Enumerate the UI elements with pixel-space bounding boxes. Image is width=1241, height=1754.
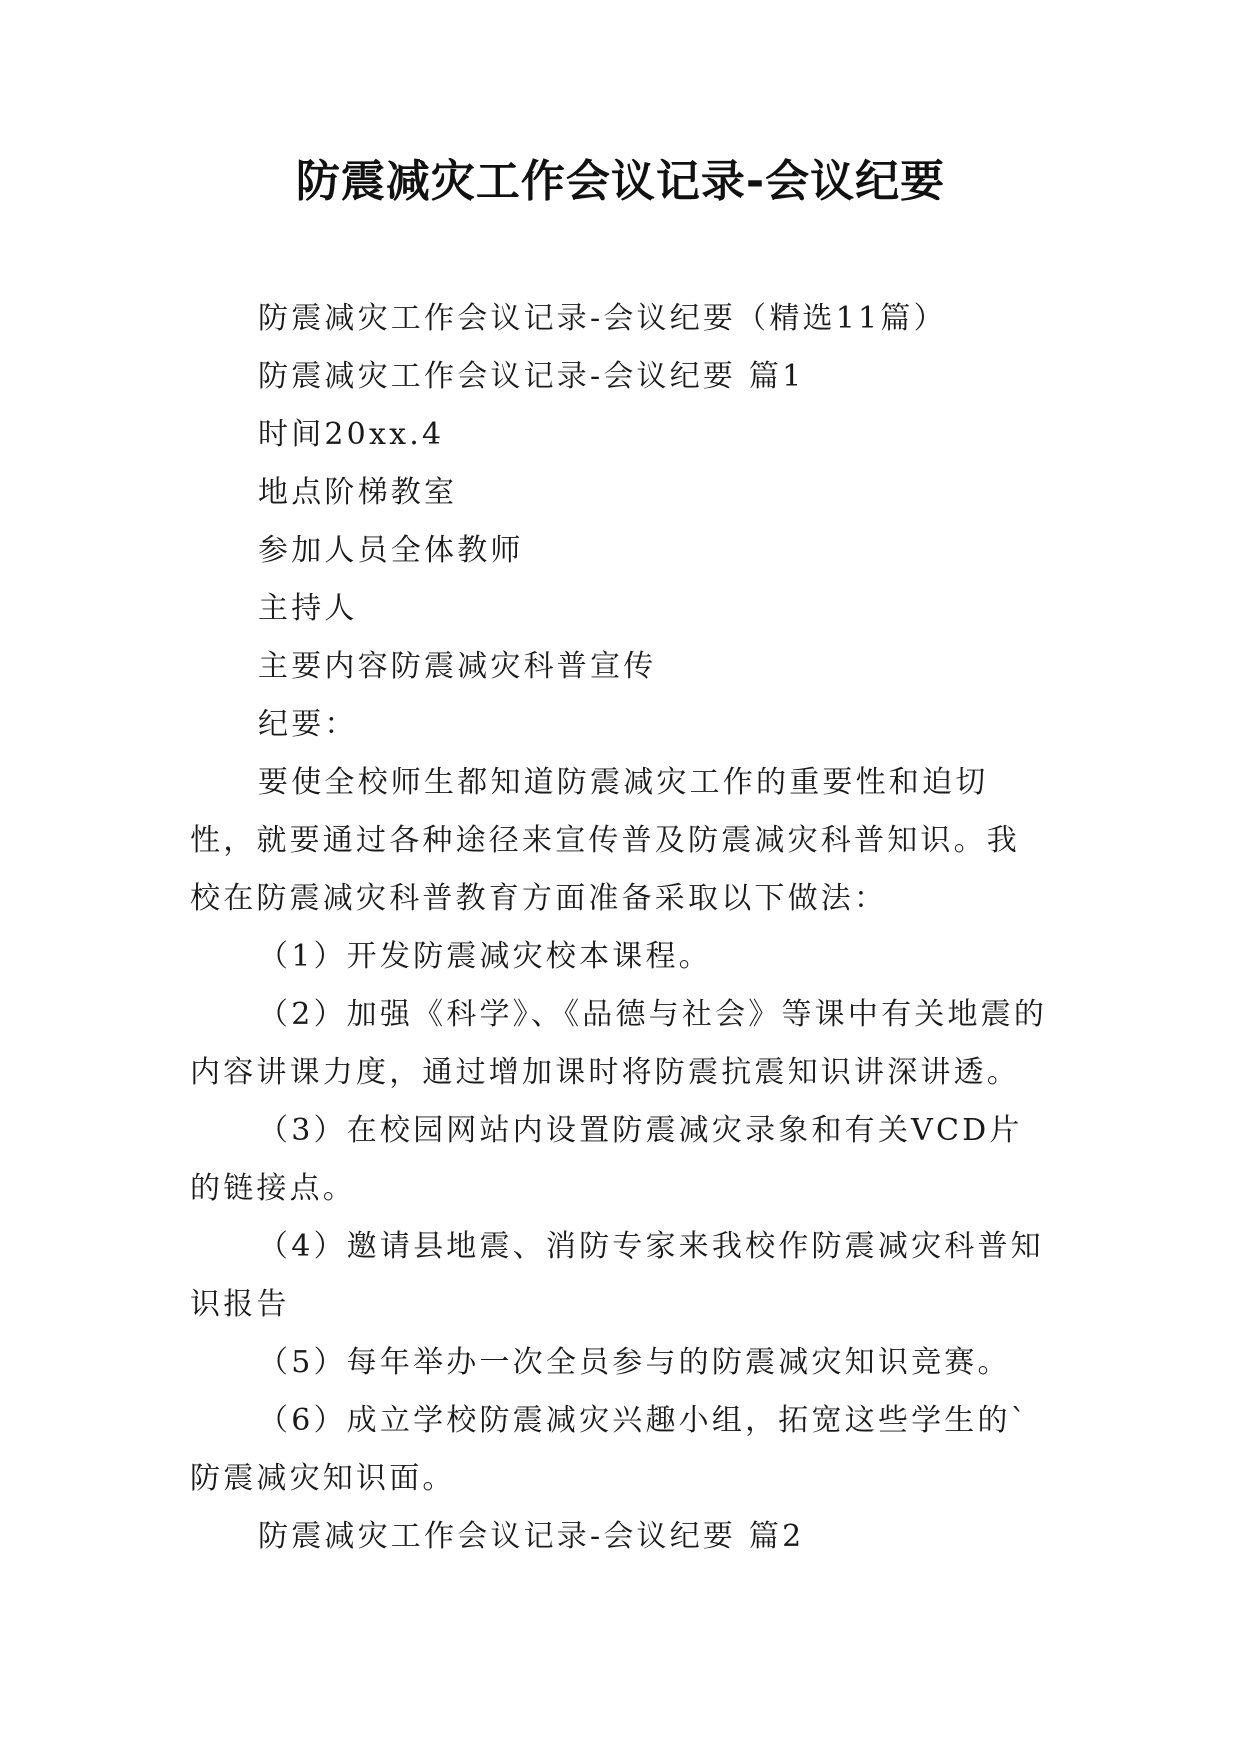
section-heading: 防震减灾工作会议记录-会议纪要 篇1 [258, 359, 805, 394]
document-body [190, 290, 1050, 1566]
list-item: （2）加强《科学》、《品德与社会》等课中有关地震的内容讲课力度，通过增加课时将防震抗震知识讲深讲透。 [190, 997, 1048, 1090]
list-item: （6）成立学校防震减灾兴趣小组，拓宽这些学生的`防震减灾知识面。 [190, 1403, 1029, 1496]
meeting-location: 地点阶梯教室 [258, 475, 458, 510]
meeting-topic: 主要内容防震减灾科普宣传 [258, 649, 657, 684]
list-item: （3）在校园网站内设置防震减灾录象和有关VCD片的链接点。 [190, 1113, 1023, 1206]
document-title: 防震减灾工作会议记录-会议纪要 [295, 156, 946, 207]
meeting-attendees: 参加人员全体教师 [258, 533, 524, 568]
list-item: （1）开发防震减灾校本课程。 [258, 939, 712, 974]
minutes-label: 纪要： [258, 707, 358, 742]
paragraph-subtitle: 防震减灾工作会议记录-会议纪要（精选11篇） [258, 301, 947, 336]
meeting-time: 时间20xx.4 [258, 417, 445, 452]
section-heading: 防震减灾工作会议记录-会议纪要 篇2 [258, 1519, 805, 1554]
body-paragraph: 要使全校师生都知道防震减灾工作的重要性和迫切性，就要通过各种途径来宣传普及防震减灾科普知识。我校在防震减灾科普教育方面准备采取以下做法： [190, 765, 1020, 916]
list-item: （5）每年举办一次全员参与的防震减灾知识竞赛。 [258, 1345, 1011, 1380]
meeting-host: 主持人 [258, 591, 358, 626]
list-item: （4）邀请县地震、消防专家来我校作防震减灾科普知识报告 [190, 1229, 1044, 1322]
